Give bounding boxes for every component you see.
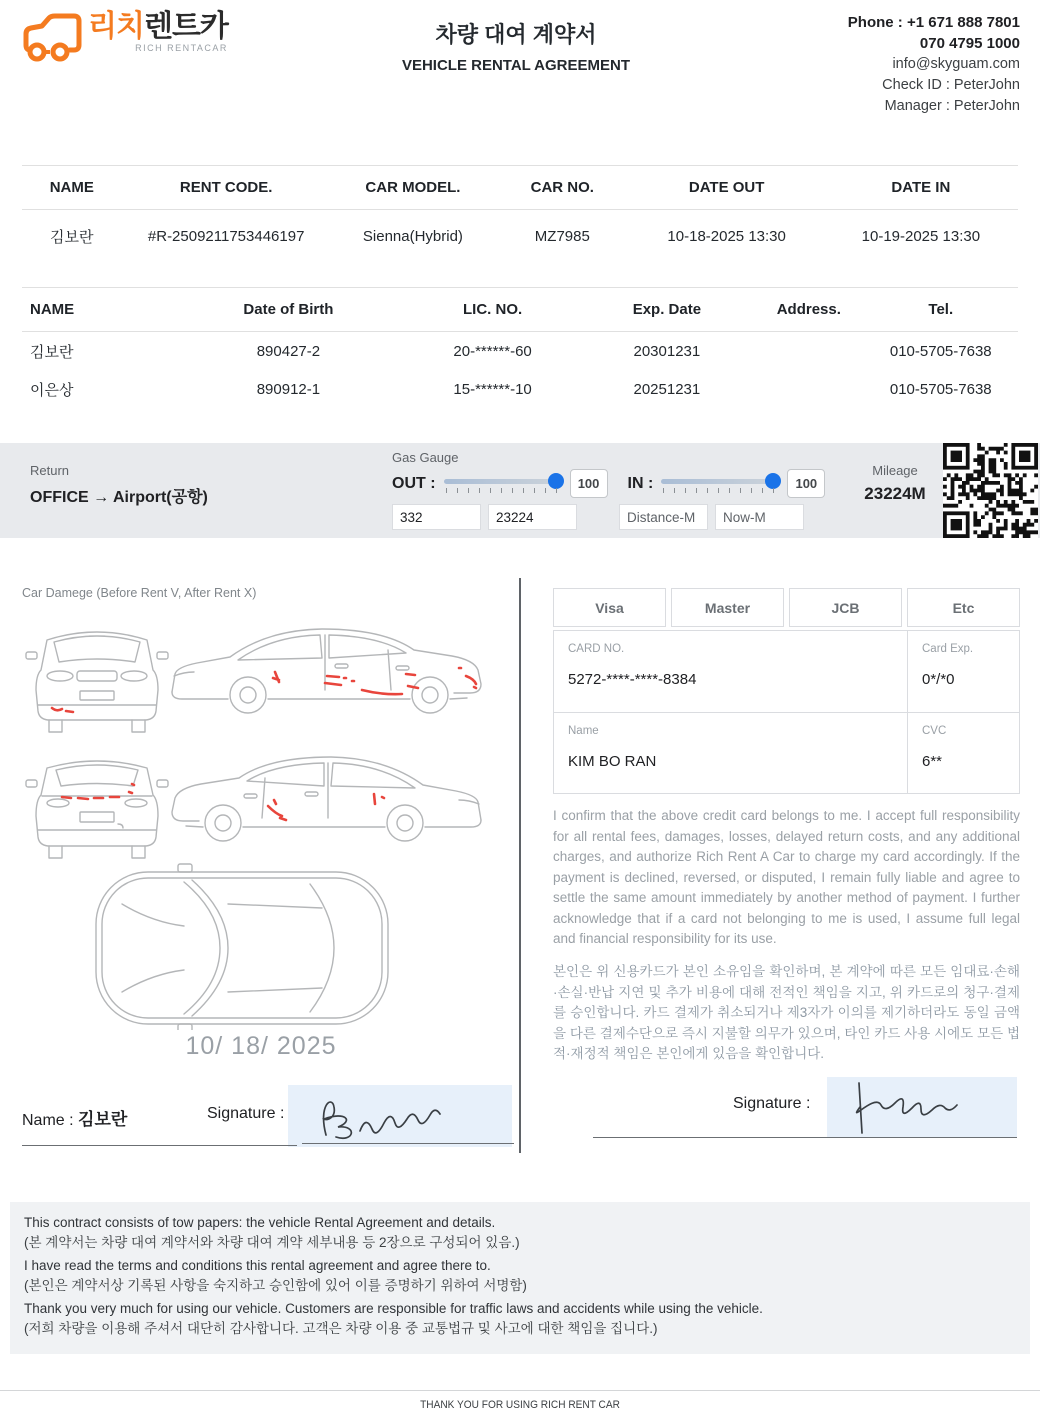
card-confirmation-kr: 본인은 위 신용카드가 본인 소유임을 확인하며, 본 계약에 따른 모든 임대료·손해·손실·반납 지연 및 추가 비용에 대해 전적인 책임을 지고, 위 카드로의 청구·결제를 승인합니다. 카드 결제가 취소되거나 제3자가 이의를 제기하더라도 동일 금액을 다른 결제수단으로 즉시 지불할 의무가 있으며, 타인 카드 사용 시에도 모든 법적·재정적 책임은 본인에게 있음을 확인합니다. <box>553 964 1020 1061</box>
note-kr: (저희 차량을 이용해 주셔서 대단히 감사합니다. 고객은 차량 이용 중 교통법규 및 사고에 대한 책임을 집니다.) <box>24 1321 658 1336</box>
header <box>22 8 1020 117</box>
tab-etc[interactable]: Etc <box>907 588 1020 627</box>
col-name: NAME <box>49 179 94 196</box>
slider-ticks <box>446 488 558 493</box>
gas-in-value[interactable]: 100 <box>787 469 825 498</box>
col-lic-no: LIC. NO. <box>463 301 523 318</box>
driver-table <box>22 287 1018 408</box>
mileage-value: 23224M <box>864 484 926 503</box>
status-bar <box>0 443 1040 538</box>
car-damage-diagram[interactable] <box>22 612 500 1030</box>
driver-row: 김보란 890427-2 20-******-60 20301231 010-5705-7638 <box>30 342 992 361</box>
footer-divider <box>0 1390 1040 1391</box>
slider-ticks <box>663 488 775 493</box>
rental-table-row <box>22 210 1018 262</box>
card-name-value[interactable]: KIM BO RAN <box>568 752 657 770</box>
gas-in-slider[interactable] <box>661 473 779 495</box>
col-car-model: CAR MODEL. <box>365 179 461 196</box>
distance-m-input[interactable] <box>619 504 708 530</box>
rent-code: #R-2509211753446197 <box>147 227 305 245</box>
col-date-out: DATE OUT <box>688 179 765 196</box>
renter-signature-section <box>22 1093 500 1148</box>
card-name-label: Name <box>568 724 599 737</box>
qr-code <box>943 443 1038 538</box>
card-exp-label: Card Exp. <box>922 643 974 655</box>
renter-name-label: Name : 김보란 <box>22 1110 128 1129</box>
return-route: OFFICE → Airport(공항) <box>30 489 208 506</box>
card-type-tabs <box>553 588 1020 627</box>
damage-mark <box>273 672 279 682</box>
cvc-label: CVC <box>922 724 947 737</box>
damage-mark <box>62 784 134 799</box>
driver-row: 이은상 890912-1 15-******-10 20251231 010-5705-7638 <box>30 380 992 399</box>
signature-underline <box>593 1137 1017 1138</box>
email: info@skyguam.com <box>892 56 1020 72</box>
damage-mark <box>374 794 384 804</box>
tab-visa[interactable]: Visa <box>553 588 666 627</box>
col-tel: Tel. <box>928 301 954 318</box>
gas-gauge-label: Gas Gauge <box>392 450 459 465</box>
card-signature <box>827 1077 1017 1137</box>
car-no: MZ7985 <box>534 227 590 245</box>
renter-signature-box[interactable] <box>288 1085 512 1147</box>
gas-out-slider[interactable] <box>444 473 562 495</box>
date-out: 10-18-2025 13:30 <box>667 227 786 245</box>
logo-wordmark: 리치렌트카 <box>88 10 228 43</box>
car-top-view <box>96 864 388 1030</box>
car-logo-icon <box>22 12 84 64</box>
damage-mark <box>459 668 476 688</box>
note-en: This contract consists of tow papers: the vehicle Rental Agreement and details. <box>24 1215 496 1230</box>
note-kr: (본인은 계약서상 기록된 사항을 숙지하고 승인함에 있어 이를 증명하기 위하여 서명함) <box>24 1278 527 1293</box>
car-model: Sienna(Hybrid) <box>362 227 463 245</box>
driver-table-header <box>22 287 1018 332</box>
card-signature-box[interactable] <box>827 1077 1017 1137</box>
card-exp-value[interactable]: 0*/*0 <box>922 671 955 688</box>
logo-subtitle: RICH RENTACAR <box>135 43 228 53</box>
page-title-kr: 차량 대여 계약서 <box>435 22 597 47</box>
col-rent-code: RENT CODE. <box>179 179 273 196</box>
note-en: Thank you very much for using our vehicle. Customers are responsible for traffic laws and accidents while using the vehicle. <box>24 1301 763 1316</box>
col-date-in: DATE IN <box>891 179 951 196</box>
gas-out-label: OUT : <box>392 474 436 492</box>
col-exp-date: Exp. Date <box>632 301 702 318</box>
note-en: I have read the terms and conditions this rental agreement and agree there to. <box>24 1258 491 1273</box>
rental-info-table <box>22 165 1018 262</box>
name-underline <box>22 1145 297 1146</box>
slider-thumb[interactable] <box>765 473 781 489</box>
damage-mark <box>268 800 286 820</box>
page-title-en: VEHICLE RENTAL AGREEMENT <box>401 57 631 74</box>
phone-primary: Phone : +1 671 888 7801 <box>847 14 1020 31</box>
card-confirmation-en: I confirm that the above credit card belongs to me. I accept full responsibility for all rental fees, damages, losses, delayed return costs, and any additional charges, and authorize Rich Rent A Car to charge my card accordingly. If the payment is declined, reversed, or disputed, I remain fully liable and agree to settle the same amount immediately by another method of payment. I further acknowledge that if a card not belonging to me is used, I assume full legal and financial responsibility for its use. <box>553 808 1020 946</box>
renter-name-value: 김보란 <box>78 1110 128 1129</box>
footer-thanks: THANK YOU FOR USING RICH RENT CAR <box>420 1399 620 1411</box>
slider-track <box>661 479 779 484</box>
odometer-input[interactable] <box>488 504 577 530</box>
tab-master[interactable]: Master <box>671 588 784 627</box>
damage-mark <box>52 708 73 712</box>
mileage-label: Mileage <box>872 463 918 478</box>
signature-label: Signature : <box>733 1095 811 1112</box>
distance-input[interactable] <box>392 504 481 530</box>
manager: Manager : PeterJohn <box>884 98 1020 114</box>
damage-check-date: 10/ 18/ 2025 <box>185 1032 337 1060</box>
cvc-value[interactable]: 6** <box>922 752 943 770</box>
tab-jcb[interactable]: JCB <box>789 588 902 627</box>
phone-secondary: 070 4795 1000 <box>919 35 1020 52</box>
company-logo <box>22 8 322 117</box>
gas-out-value[interactable]: 100 <box>570 469 608 498</box>
col-dob: Date of Birth <box>243 301 334 318</box>
contract-notes <box>10 1202 1030 1354</box>
car-front-view <box>26 632 168 732</box>
contact-info <box>710 8 1020 117</box>
rental-table-header <box>22 165 1018 210</box>
slider-thumb[interactable] <box>548 473 564 489</box>
slider-track <box>444 479 562 484</box>
car-side-view-left <box>172 629 481 713</box>
renter-signature <box>288 1085 512 1147</box>
damage-mark <box>325 676 354 685</box>
gas-in-label: IN : <box>627 474 654 492</box>
date-in: 10-19-2025 13:30 <box>861 227 981 245</box>
now-m-input[interactable] <box>715 504 804 530</box>
note-kr: (본 계약서는 차량 대여 계약서와 차량 대여 계약 세부내용 등 2장으로 구성되어 있음.) <box>24 1235 520 1250</box>
car-side-view-right <box>172 757 481 841</box>
column-divider <box>519 578 521 1153</box>
card-no-label: CARD NO. <box>568 643 625 655</box>
signature-underline <box>302 1143 514 1144</box>
car-damage-label: Car Damege (Before Rent V, After Rent X) <box>22 586 257 600</box>
renter-name: 김보란 <box>50 228 94 246</box>
return-label: Return <box>30 463 70 478</box>
card-details <box>553 630 1020 794</box>
check-id: Check ID : PeterJohn <box>882 77 1020 93</box>
signature-label: Signature : <box>207 1105 285 1122</box>
col-address: Address. <box>776 301 841 318</box>
car-side-right-damage <box>268 794 384 820</box>
card-signature-section <box>553 1082 1020 1142</box>
col-car-no: CAR NO. <box>530 179 594 196</box>
col-driver-name: NAME <box>30 301 75 318</box>
car-rear-view <box>26 761 168 858</box>
card-no-value[interactable]: 5272-****-****-8384 <box>568 671 697 688</box>
